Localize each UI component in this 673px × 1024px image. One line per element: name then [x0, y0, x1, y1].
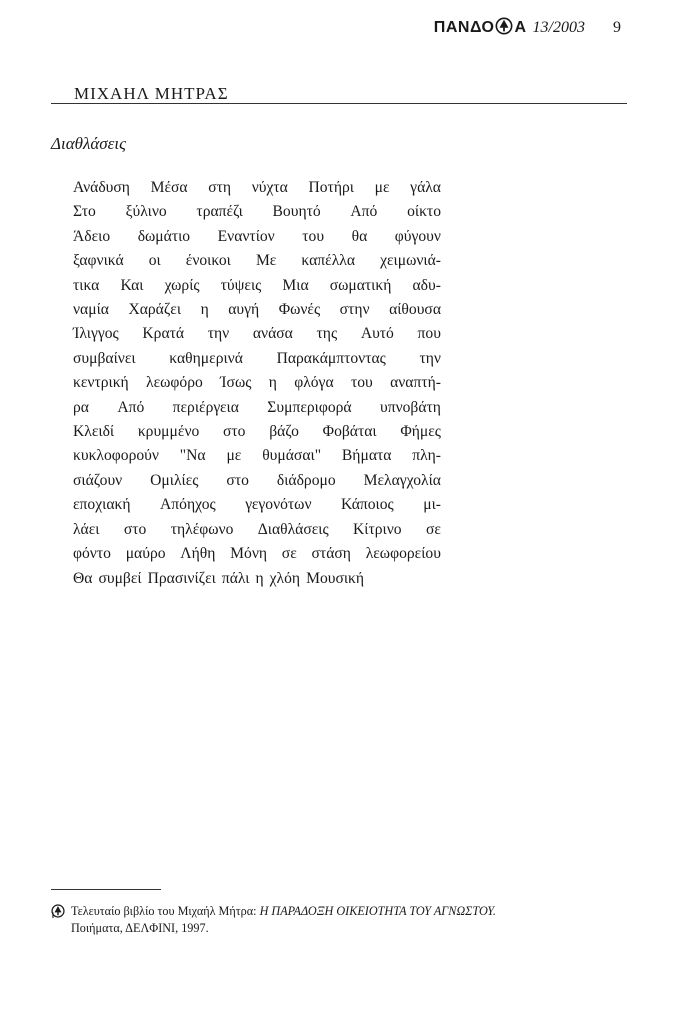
- pandora-logo-icon: [495, 17, 513, 35]
- poem-line: ρα Από περιέργεια Συμπεριφορά υπνοβάτη: [73, 398, 441, 416]
- footnote-prefix: Τελευταίο βιβλίο του Μιχαήλ Μήτρα:: [71, 904, 260, 918]
- footnote-book-title: Η ΠΑΡΑΔΟΞΗ ΟΙΚΕΙΟΤΗΤΑ ΤΟΥ ΑΓΝΩΣΤΟΥ.: [259, 904, 496, 918]
- poem-line: Στο ξύλινο τραπέζι Βουητό Από οίκτο: [73, 203, 441, 221]
- footnote-rule: [51, 889, 161, 890]
- poem-line: Ανάδυση Μέσα στη νύχτα Ποτήρι με γάλα: [73, 179, 441, 196]
- poem-line: ναμία Χαράζει η αυγή Φωνές στην αίθουσα: [73, 301, 441, 319]
- poem-line: τικα Και χωρίς τύψεις Μια σωματική αδυ-: [73, 276, 441, 294]
- running-header: [434, 14, 621, 37]
- poem-line: λάει στο τηλέφωνο Διαθλάσεις Κίτρινο σε: [73, 520, 441, 538]
- pandora-logo-icon: [51, 904, 65, 918]
- poem-line: συμβαίνει καθημερινά Παρακάμπτοντας την: [73, 349, 441, 367]
- footnote-details: Ποιήματα, ΔΕΛΦΙΝΙ, 1997.: [71, 921, 209, 935]
- poem-line: εποχιακή Απόηχος γεγονότων Κάποιος μι-: [73, 496, 441, 514]
- issue-number: 13/2003: [532, 19, 585, 36]
- poem-line: ξαφνικά οι ένοικοι Με καπέλλα χειμωνιά-: [73, 252, 441, 270]
- page-number: 9: [613, 19, 621, 36]
- footnote: [51, 903, 496, 937]
- footnote-line-1: [51, 903, 496, 920]
- poem-line: φόντο μαύρο Λήθη Μόνη σε στάση λεωφορείου: [73, 545, 441, 563]
- poem-line: κυκλοφορούν "Να με θυμάσαι" Βήματα πλη-: [73, 447, 441, 465]
- header-rule: [51, 103, 627, 104]
- poem-body: [73, 176, 441, 591]
- poem-line: σιάζουν Ομιλίες στο διάδρομο Μελαγχολία: [73, 471, 441, 489]
- poem-line: κεντρική λεωφόρο Ίσως η φλόγα του αναπτή-: [73, 374, 441, 392]
- magazine-name: [434, 14, 527, 37]
- poem-line: Κλειδί κρυμμένο στο βάζο Φοβάται Φήμες: [73, 423, 441, 441]
- poem-title: Διαθλάσεις: [51, 134, 126, 153]
- poem-line: Θα συμβεί Πρασινίζει πάλι η χλόη Μουσική: [73, 569, 365, 587]
- magazine-name-left: ΠΑΝΔΟ: [433, 19, 495, 36]
- author-name: ΜΙΧΑΗΛ ΜΗΤΡΑΣ: [74, 84, 229, 103]
- poem-line: Ίλιγγος Κρατά την ανάσα της Αυτό που: [73, 325, 441, 343]
- poem-line: Άδειο δωμάτιο Εναντίον του θα φύγουν: [73, 227, 441, 245]
- magazine-name-right: Α: [514, 19, 527, 36]
